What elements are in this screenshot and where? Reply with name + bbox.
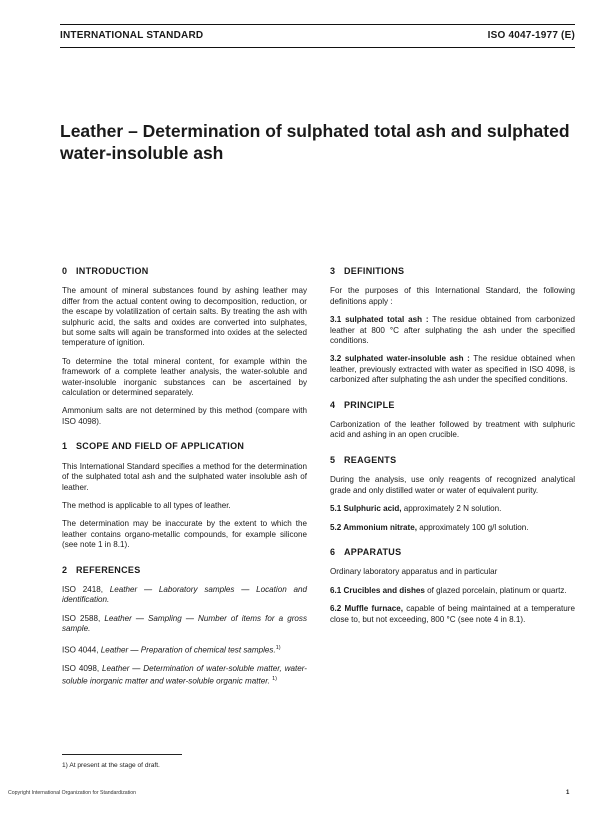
section-principle <box>330 400 575 441</box>
document-title: Leather – Determination of sulphated total ash and sulphated water-insoluble ash <box>60 121 570 163</box>
left-column <box>62 266 307 701</box>
header-bottom-rule <box>60 47 575 48</box>
page-number: 1 <box>566 790 570 796</box>
apparatus-item: 6.2 Muffle furnace, capable of being maintained at a temperature close to, but not exceeding, 800 °C (see note 4 in 8.1). <box>330 604 576 624</box>
definition-item: 3.1 sulphated total ash : The residue obtained from carbonized leather at 800 °C after sulphating the ash under the specified conditions. <box>330 315 575 346</box>
right-column <box>330 266 575 639</box>
reference-item: ISO 4044, Leather — Preparation of chemical test samples.$^{1)}$ <box>62 644 281 655</box>
footnote-rule <box>62 754 182 755</box>
section-heading: 4 PRINCIPLE <box>330 399 395 410</box>
paragraph: Carbonization of the leather followed by treatment with sulphuric acid and ashing in an open crucible. <box>330 420 575 440</box>
header-standard-type: INTERNATIONAL STANDARD <box>60 30 204 41</box>
paragraph: Ammonium salts are not determined by this method (compare with ISO 4098). <box>62 406 307 426</box>
section-apparatus <box>330 547 575 625</box>
reference-item: ISO 4098, Leather — Determination of water-soluble matter, water-soluble inorganic matter and water-soluble organic matter. $^{1)}$ <box>62 663 307 686</box>
section-scope <box>62 441 307 550</box>
copyright-notice: Copyright International Organization for Standardization <box>8 790 137 796</box>
section-heading: 6 APPARATUS <box>330 546 402 557</box>
section-reagents <box>330 455 575 533</box>
reference-item: ISO 2418, Leather — Laboratory samples — Location and identification. <box>62 584 307 605</box>
reference-item: ISO 2588, Leather — Sampling — Number of items for a gross sample. <box>62 613 307 634</box>
paragraph: The determination may be inaccurate by the extent to which the leather contains organo-metallic compounds, for example silicone (see note 1 in 8.1). <box>62 519 307 550</box>
section-heading: 2 REFERENCES <box>62 564 141 575</box>
paragraph: The amount of mineral substances found by ashing leather may differ from the actual content owing to decomposition, reduction, or the escape by volatilization of certain salts. By treating the ash with sulphuric acid, the salts and oxides are converted into sulphates, but some salts will again be transformed into oxides at the selected temperature of ignition. <box>62 286 307 348</box>
section-heading: 0 INTRODUCTION <box>62 266 149 276</box>
definition-item: 3.2 sulphated water-insoluble ash : The residue obtained when leather, previously extracted with water as specified in ISO 4098, is carbonized after sulphating the ash under the specified conditions. <box>330 354 575 385</box>
section-heading: 3 DEFINITIONS <box>330 266 405 276</box>
section-heading: 5 REAGENTS <box>330 454 397 465</box>
paragraph: During the analysis, use only reagents of recognized analytical grade and only distilled water or water of equivalent purity. <box>330 475 575 495</box>
paragraph: To determine the total mineral content, for example within the framework of a complete leather analysis, the water-soluble and water-insoluble inorganic substances can be ascertained by calculation or determined separately. <box>62 356 307 398</box>
section-heading: 1 SCOPE AND FIELD OF APPLICATION <box>62 441 245 452</box>
apparatus-item: 6.1 Crucibles and dishes of glazed porcelain, platinum or quartz. <box>330 585 567 595</box>
paragraph: The method is applicable to all types of leather. <box>62 500 231 510</box>
header-top-rule <box>60 24 575 25</box>
running-header <box>60 30 575 44</box>
section-introduction <box>62 266 307 427</box>
header-standard-number: ISO 4047-1977 (E) <box>487 30 575 41</box>
paragraph: Ordinary laboratory apparatus and in particular <box>330 567 498 577</box>
section-references <box>62 565 307 688</box>
reagent-item: 5.2 Ammonium nitrate, approximately 100 g/l solution. <box>330 522 529 532</box>
paragraph: For the purposes of this International Standard, the following definitions apply : <box>330 286 575 306</box>
section-definitions <box>330 266 575 386</box>
footnote: 1) At present at the stage of draft. <box>62 762 160 769</box>
reagent-item: 5.1 Sulphuric acid, approximately 2 N solution. <box>330 504 502 514</box>
paragraph: This International Standard specifies a method for the determination of the sulphated total ash and the sulphated water insoluble ash of leather. <box>62 461 307 492</box>
